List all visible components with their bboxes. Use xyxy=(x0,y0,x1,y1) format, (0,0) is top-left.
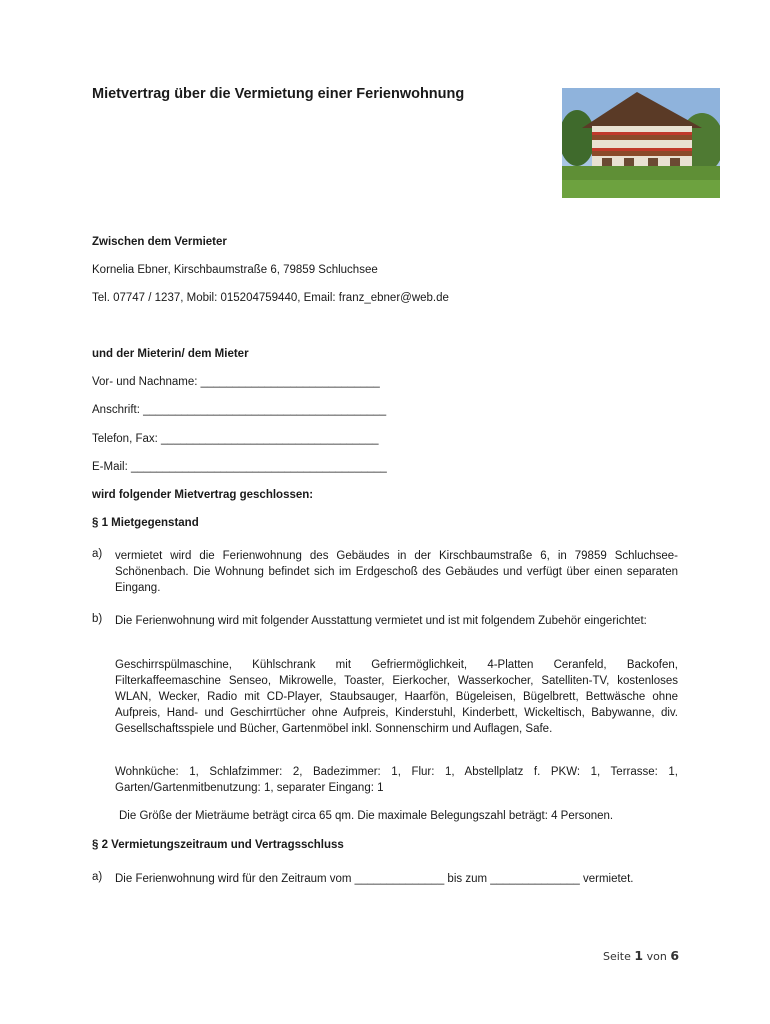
footer-page-number: 1 xyxy=(634,948,644,963)
tenant-heading: und der Mieterin/ dem Mieter xyxy=(92,348,249,360)
landlord-heading: Zwischen dem Vermieter xyxy=(92,236,227,248)
section1-a-label: a) xyxy=(92,548,103,560)
landlord-address: Kornelia Ebner, Kirschbaumstraße 6, 79859 Schluchsee xyxy=(92,264,378,276)
section2-a-label: a) xyxy=(92,871,103,883)
house-photo xyxy=(562,88,720,198)
rooms-list: Wohnküche: 1, Schlafzimmer: 2, Badezimmer: 1, Flur: 1, Abstellplatz f. PKW: 1, Terrasse: 1, Garten/Gartenmitbenutzung: 1, separater Eingang: 1 xyxy=(115,766,678,794)
section2-a-text: Die Ferienwohnung wird für den Zeitraum vom ______________ bis zum ______________ vermietet. xyxy=(115,873,634,885)
footer-prefix: Seite xyxy=(603,950,631,963)
page-footer xyxy=(603,948,679,963)
landlord-contact: Tel. 07747 / 1237, Mobil: 015204759440, Email: franz_ebner@web.de xyxy=(92,292,449,304)
contract-intro: wird folgender Mietvertrag geschlossen: xyxy=(92,489,314,501)
size-info: Die Größe der Mieträume beträgt circa 65 qm. Die maximale Belegungszahl beträgt: 4 Personen. xyxy=(119,810,614,822)
section1-b-label: b) xyxy=(92,613,103,625)
section1-heading: § 1 Mietgegenstand xyxy=(92,517,199,529)
tenant-address-field: Anschrift: ______________________________________ xyxy=(92,404,387,416)
section1-a-text: vermietet wird die Ferienwohnung des Gebäudes in der Kirschbaumstraße 6, in 79859 Schluchsee-Schönenbach. Die Wohnung befindet sich im Erdgeschoß des Gebäudes und verfügt über einen separaten Eingang. xyxy=(115,550,678,594)
section2-heading: § 2 Vermietungszeitraum und Vertragsschluss xyxy=(92,839,344,851)
house-photo-image xyxy=(562,88,720,198)
footer-total-pages: 6 xyxy=(670,948,680,963)
equipment-list: Geschirrspülmaschine, Kühlschrank mit Gefriermöglichkeit, 4-Platten Ceranfeld, Backofen, Filterkaffeemaschine Senseo, Mikrowelle, Toaster, Eierkocher, Wasserkocher, Satelliten-TV, kostenloses WLAN, Wecker, Radio mit CD-Player, Staubsauger, Haarfön, Bügeleisen, Bügelbrett, Bettwäsche ohne Aufpreis, Hand- und Geschirrtücher ohne Aufpreis, Kinderstuhl, Kinderbett, Wickeltisch, Babywanne, div. Gesellschaftsspiele und Bücher, Gartenmöbel inkl. Sonnenschirm und Auflagen, Safe. xyxy=(115,659,678,735)
tenant-phone-field: Telefon, Fax: __________________________________ xyxy=(92,433,379,445)
document-title: Mietvertrag über die Vermietung einer Ferienwohnung xyxy=(92,86,465,102)
footer-of: von xyxy=(646,950,667,963)
section1-b-text: Die Ferienwohnung wird mit folgender Ausstattung vermietet und ist mit folgendem Zubehör eingerichtet: xyxy=(115,615,647,627)
tenant-name-field: Vor- und Nachname: ____________________________ xyxy=(92,376,380,388)
tenant-email-field: E-Mail: ________________________________________ xyxy=(92,461,387,473)
